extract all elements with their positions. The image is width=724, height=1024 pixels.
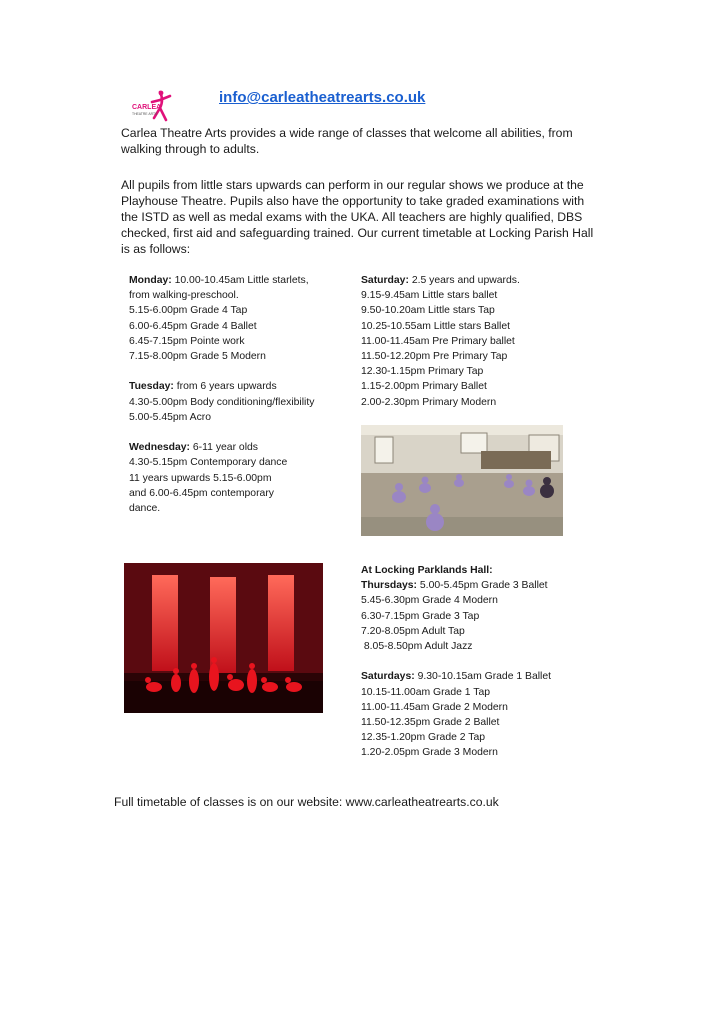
class-line: 8.05-8.50pm Adult Jazz xyxy=(361,641,473,653)
class-line: 9.50-10.20am Little stars Tap xyxy=(361,305,495,317)
class-line: and 6.00-6.45pm contemporary xyxy=(129,487,274,499)
svg-text:CARLEA: CARLEA xyxy=(132,104,162,111)
class-line: 11.00-11.45am Pre Primary ballet xyxy=(361,335,515,347)
class-line: 7.20-8.05pm Adult Tap xyxy=(361,625,465,637)
class-line: 6.45-7.15pm Pointe work xyxy=(129,335,245,347)
svg-text:THEATRE ARTS: THEATRE ARTS xyxy=(132,112,158,116)
class-line: 11.50-12.35pm Grade 2 Ballet xyxy=(361,717,500,729)
class-line: 5.15-6.00pm Grade 4 Tap xyxy=(129,305,248,317)
website-footer: Full timetable of classes is on our website: www.carleatheatrearts.co.uk xyxy=(114,795,499,809)
class-line: 7.15-8.00pm Grade 5 Modern xyxy=(129,351,266,363)
class-line: 9.15-9.45am Little stars ballet xyxy=(361,290,498,302)
about-paragraph: All pupils from little stars upwards can perform in our regular shows we produce at the Playhouse Theatre. Pupils also have the opportunity to take graded examinations with the ISTD as well as medal exams with the UKA. All teachers are highly qualified, DBS checked, first aid and safeguarding trained. Our current timetable at Locking Parish Hall is as follows: xyxy=(121,178,594,256)
carlea-logo xyxy=(130,90,174,124)
class-line: 5.45-6.30pm Grade 4 Modern xyxy=(361,595,498,607)
class-line: 12.30-1.15pm Primary Tap xyxy=(361,366,484,378)
day-label: Thursdays: xyxy=(361,580,418,592)
stage-performance-photo xyxy=(124,563,323,713)
parklands-timetable: At Locking Parklands Hall: Thursdays: 5.00-5.45pm Grade 3 Ballet 5.45-6.30pm Grade 4 Modern 6.30-7.15pm Grade 3 Tap 7.20-8.05pm Adult Tap 8.05-8.50pm Adult Jazz Saturdays: 9.30-10.15am Grade 1 Ballet 10.15-11.00am Grade 1 Tap 11.00-11.45am Grade 2 Modern 11.50-12.35pm Grade 2 Ballet 12.35-1.20pm Grade 2 Tap 1.20-2.05pm Grade 3 Modern xyxy=(361,563,591,761)
class-line: 6.30-7.15pm Grade 3 Tap xyxy=(361,610,480,622)
class-line: 10.25-10.55am Little stars Ballet xyxy=(361,320,511,332)
dance-class-hall-photo xyxy=(361,425,563,536)
parish-timetable-weekdays xyxy=(129,273,351,516)
class-line: 4.30-5.00pm Body conditioning/flexibility xyxy=(129,396,315,408)
class-line: from walking-preschool. xyxy=(129,290,239,302)
venue-heading: At Locking Parklands Hall: xyxy=(361,565,493,576)
class-line: dance. xyxy=(129,503,161,515)
parish-timetable-saturday: Saturday: 2.5 years and upwards. 9.15-9.45am Little stars ballet 9.50-10.20am Little stars Tap 10.25-10.55am Little stars Ballet 11.00-11.45am Pre Primary ballet 11.50-12.20pm Pre Primary Tap 12.30-1.15pm Primary Tap 1.15-2.00pm Primary Ballet 2.00-2.30pm Primary Modern xyxy=(361,273,591,410)
day-label: Wednesday: xyxy=(129,442,191,454)
day-label: Monday: xyxy=(129,275,172,286)
wednesday-block: Wednesday: 6-11 year olds 4.30-5.15pm Contemporary dance 11 years upwards 5.15-6.00pm and 6.00-6.45pm contemporary dance. xyxy=(129,440,351,516)
tuesday-block: Tuesday: from 6 years upwards 4.30-5.00pm Body conditioning/flexibility 5.00-5.45pm Acro xyxy=(129,379,351,425)
class-line: 10.15-11.00am Grade 1 Tap xyxy=(361,686,491,698)
class-line: 6.00-6.45pm Grade 4 Ballet xyxy=(129,320,257,332)
email-link[interactable]: info@carleatheatrearts.co.uk xyxy=(219,89,426,106)
class-line: 11.50-12.20pm Pre Primary Tap xyxy=(361,351,508,363)
class-line: 1.20-2.05pm Grade 3 Modern xyxy=(361,747,498,759)
class-line: 11 years upwards 5.15-6.00pm xyxy=(129,472,272,484)
class-line: 1.15-2.00pm Primary Ballet xyxy=(361,381,487,393)
class-line: 4.30-5.15pm Contemporary dance xyxy=(129,457,288,469)
intro-paragraph: Carlea Theatre Arts provides a wide range of classes that welcome all abilities, from walking through to adults. xyxy=(121,126,573,156)
day-label: Saturday: xyxy=(361,275,409,286)
day-label: Saturdays: xyxy=(361,671,415,683)
class-line: 5.00-5.45pm Acro xyxy=(129,411,212,423)
day-label: Tuesday: xyxy=(129,381,174,393)
class-line: 11.00-11.45am Grade 2 Modern xyxy=(361,701,508,713)
class-line: 12.35-1.20pm Grade 2 Tap xyxy=(361,732,486,744)
monday-block: Monday: 10.00-10.45am Little starlets, from walking-preschool. 5.15-6.00pm Grade 4 Tap 6.00-6.45pm Grade 4 Ballet 6.45-7.15pm Pointe work 7.15-8.00pm Grade 5 Modern xyxy=(129,273,351,364)
class-line: 2.00-2.30pm Primary Modern xyxy=(361,396,497,408)
